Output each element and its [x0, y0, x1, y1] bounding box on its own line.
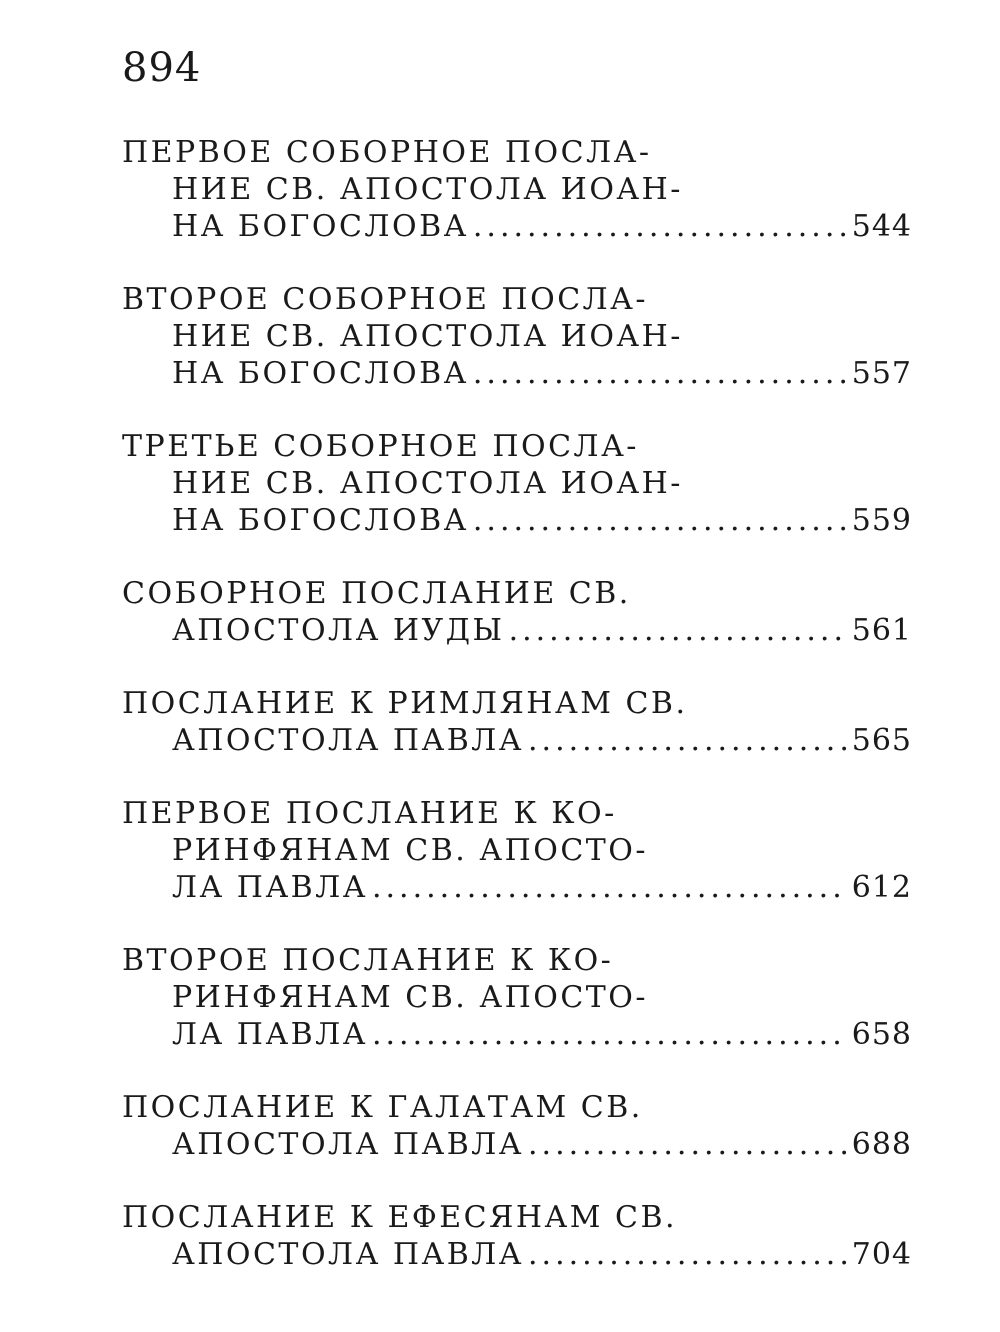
- toc-entry-line: ПЕРВОЕ СОБОРНОЕ ПОСЛА-: [122, 135, 652, 170]
- toc-entry-line: РИНФЯНАМ СВ. АПОСТО-: [172, 833, 649, 868]
- toc-entry-title: АПОСТОЛА ПАВЛА: [172, 723, 525, 758]
- toc-page-number: 559: [851, 503, 912, 538]
- toc-entry: [122, 1089, 912, 1163]
- dot-leader: [528, 1126, 848, 1163]
- toc-entry-line: РИНФЯНАМ СВ. АПОСТО-: [172, 980, 649, 1015]
- toc-entry-last-line: [122, 355, 912, 392]
- toc-entry-title: ЛА ПАВЛА: [172, 870, 368, 905]
- toc-entry-last-line: [122, 1236, 912, 1273]
- dot-leader: [372, 869, 848, 906]
- toc-entry-title: АПОСТОЛА ПАВЛА: [172, 1237, 525, 1272]
- toc-entry: [122, 1199, 912, 1273]
- dot-leader: [473, 502, 848, 539]
- dot-leader: [473, 355, 848, 392]
- dot-leader: [372, 1016, 848, 1053]
- toc-entry-line: НИЕ СВ. АПОСТОЛА ИОАН-: [172, 172, 683, 207]
- toc-page-number: 688: [851, 1127, 912, 1162]
- toc-entry-line: ТРЕТЬЕ СОБОРНОЕ ПОСЛА-: [122, 429, 639, 464]
- dot-leader: [509, 612, 848, 649]
- toc-entry-title: АПОСТОЛА ИУДЫ: [172, 613, 505, 648]
- toc-entry-line: НИЕ СВ. АПОСТОЛА ИОАН-: [172, 319, 683, 354]
- toc-entry-line: НИЕ СВ. АПОСТОЛА ИОАН-: [172, 466, 683, 501]
- toc-entry-last-line: [122, 612, 912, 649]
- toc-entry-last-line: [122, 869, 912, 906]
- toc-entry-line: ВТОРОЕ СОБОРНОЕ ПОСЛА-: [122, 282, 649, 317]
- toc-entry: [122, 575, 912, 649]
- dot-leader: [528, 1236, 848, 1273]
- toc-entry-last-line: [122, 1016, 912, 1053]
- toc-page-number: 557: [851, 356, 912, 391]
- toc-entry-last-line: [122, 208, 912, 245]
- toc-entry-last-line: [122, 722, 912, 759]
- toc-entry: [122, 795, 912, 906]
- page-number: 894: [122, 45, 202, 91]
- toc-entry-line: ПОСЛАНИЕ К РИМЛЯНАМ СВ.: [122, 686, 688, 721]
- toc-entry: [122, 134, 912, 245]
- toc-entry-title: НА БОГОСЛОВА: [172, 356, 469, 391]
- toc-entry: [122, 685, 912, 759]
- toc-page-number: 544: [851, 209, 912, 244]
- toc-page-number: 565: [851, 723, 912, 758]
- dot-leader: [528, 722, 848, 759]
- toc-entry-line: ПОСЛАНИЕ К ЕФЕСЯНАМ СВ.: [122, 1200, 678, 1235]
- toc-entry-title: НА БОГОСЛОВА: [172, 503, 469, 538]
- toc-entry: [122, 942, 912, 1053]
- toc-page-number: 561: [851, 613, 912, 648]
- toc-entry-line: СОБОРНОЕ ПОСЛАНИЕ СВ.: [122, 576, 631, 611]
- toc-page-number: 704: [851, 1237, 912, 1272]
- toc-entry-line: ПЕРВОЕ ПОСЛАНИЕ К КО-: [122, 796, 617, 831]
- dot-leader: [473, 208, 848, 245]
- toc-entry-line: ПОСЛАНИЕ К ГАЛАТАМ СВ.: [122, 1090, 643, 1125]
- toc-entry: [122, 281, 912, 392]
- toc-entry-title: АПОСТОЛА ПАВЛА: [172, 1127, 525, 1162]
- toc-entry-line: ВТОРОЕ ПОСЛАНИЕ К КО-: [122, 943, 614, 978]
- toc-entry: [122, 428, 912, 539]
- toc-entry-title: ЛА ПАВЛА: [172, 1017, 368, 1052]
- table-of-contents: [122, 134, 912, 1309]
- toc-entry-last-line: [122, 1126, 912, 1163]
- toc-page-number: 612: [851, 870, 912, 905]
- toc-page-number: 658: [851, 1017, 912, 1052]
- toc-entry-last-line: [122, 502, 912, 539]
- toc-entry-title: НА БОГОСЛОВА: [172, 209, 469, 244]
